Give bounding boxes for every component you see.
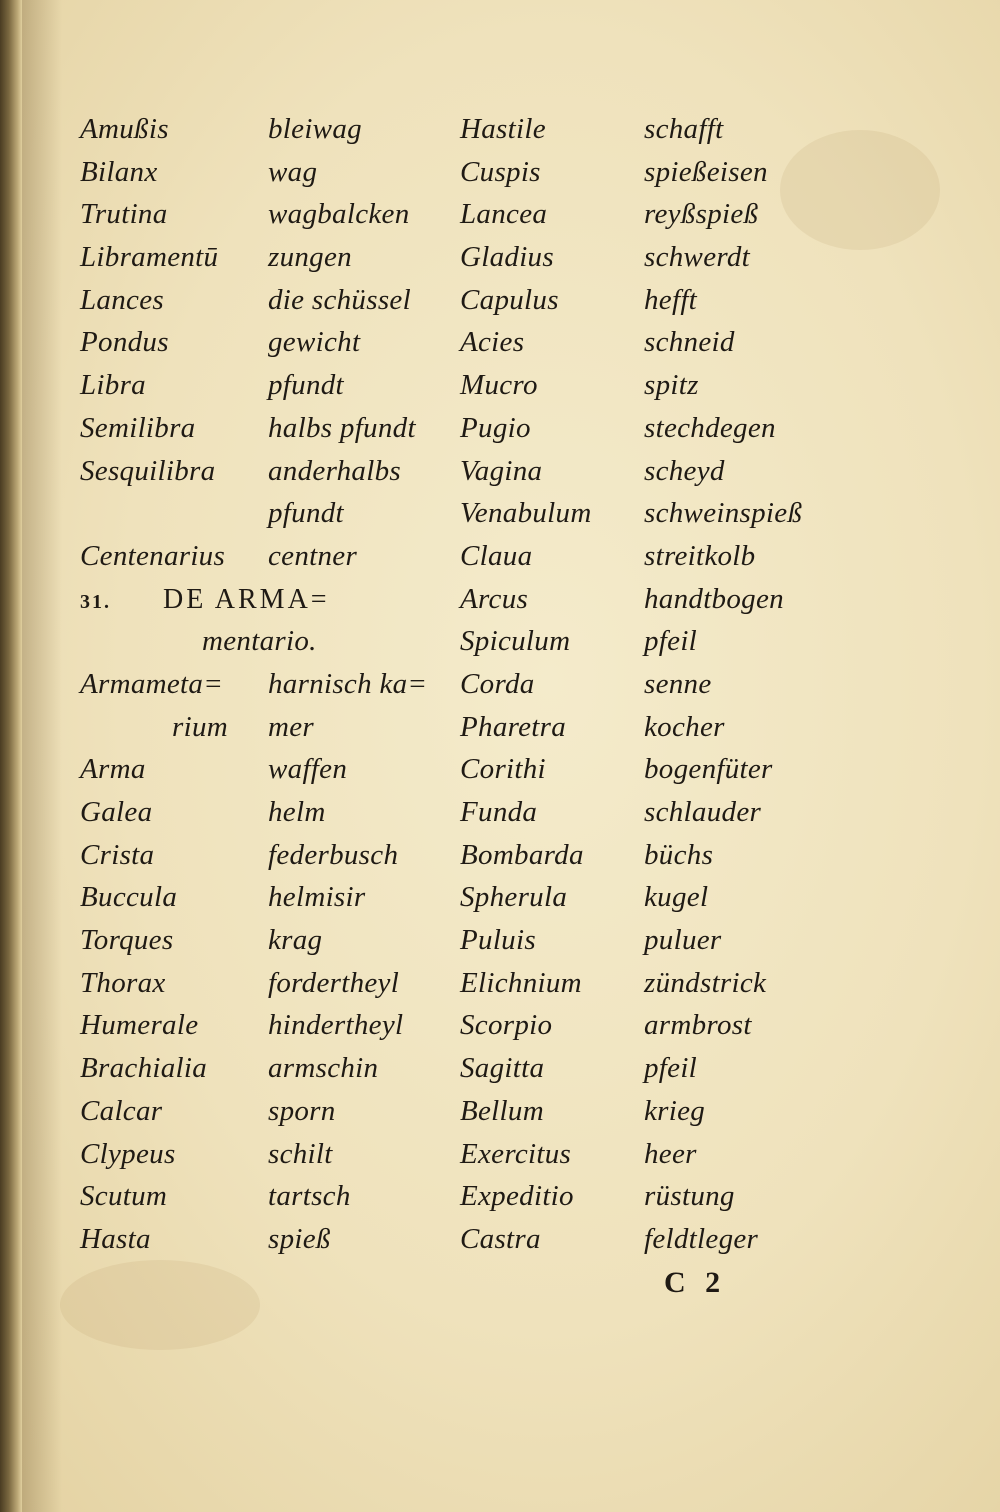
german-column-right bbox=[644, 108, 802, 1261]
latin-word: Gladius bbox=[460, 241, 554, 274]
german-word: schwerdt bbox=[644, 241, 751, 274]
german-word: scheyd bbox=[644, 454, 725, 487]
signature-mark: C 2 bbox=[664, 1266, 727, 1299]
german-word: pfeil bbox=[644, 625, 698, 658]
latin-word: Pugio bbox=[460, 411, 531, 444]
german-word: schilt bbox=[268, 1137, 333, 1170]
latin-word: Humerale bbox=[80, 1009, 199, 1042]
latin-word: Corda bbox=[460, 667, 535, 700]
german-word: helm bbox=[268, 796, 326, 828]
latin-word: Torques bbox=[80, 924, 174, 957]
german-word: pfundt bbox=[268, 369, 344, 402]
latin-word: Galea bbox=[80, 796, 153, 828]
german-word: spieß bbox=[268, 1222, 331, 1255]
german-word: feldtleger bbox=[644, 1222, 759, 1255]
german-word: zündstrick bbox=[644, 966, 767, 999]
latin-word: Arma bbox=[80, 753, 146, 786]
latin-word: Arcus bbox=[460, 582, 529, 615]
german-word: schafft bbox=[644, 113, 724, 145]
german-word: spitz bbox=[644, 369, 699, 402]
latin-word: Bombarda bbox=[460, 838, 584, 871]
german-word: mer bbox=[268, 710, 315, 743]
german-word: halbs pfundt bbox=[268, 411, 416, 444]
latin-word: Pondus bbox=[80, 326, 169, 359]
section-title: DE ARMA= bbox=[163, 583, 330, 615]
german-word: anderhalbs bbox=[268, 454, 401, 487]
latin-word-cont: rium bbox=[172, 710, 228, 743]
book-spine bbox=[0, 0, 22, 1512]
german-word: harnisch ka= bbox=[268, 667, 428, 700]
latin-word: Expeditio bbox=[460, 1180, 574, 1213]
latin-word: Libramentū bbox=[80, 241, 219, 274]
latin-word: Acies bbox=[460, 326, 525, 359]
latin-word: Buccula bbox=[80, 881, 178, 914]
blank-line bbox=[268, 620, 427, 663]
german-word: zungen bbox=[268, 241, 352, 274]
german-word: schweinspieß bbox=[644, 497, 803, 530]
latin-word: Amußis bbox=[80, 113, 169, 145]
latin-word: Castra bbox=[460, 1222, 541, 1255]
latin-word: Mucro bbox=[460, 369, 538, 402]
latin-word: Centenarius bbox=[80, 539, 226, 572]
german-word: rüstung bbox=[644, 1180, 735, 1213]
german-word: fordertheyl bbox=[268, 966, 400, 999]
latin-word: Corithi bbox=[460, 753, 546, 786]
german-word: pfeil bbox=[644, 1052, 698, 1085]
blank-line bbox=[268, 578, 427, 621]
german-word: bleiwag bbox=[268, 113, 362, 145]
latin-word: Armameta= bbox=[80, 667, 224, 700]
paper-stain bbox=[780, 130, 940, 250]
german-word: bogenfüter bbox=[644, 753, 773, 786]
latin-column-right bbox=[460, 108, 592, 1261]
latin-word: Vagina bbox=[460, 454, 543, 487]
latin-word: Cuspis bbox=[460, 155, 541, 188]
german-word: kugel bbox=[644, 881, 709, 914]
german-word: stechdegen bbox=[644, 411, 776, 444]
german-word: die schüssel bbox=[268, 283, 411, 316]
latin-word: Sesquilibra bbox=[80, 454, 216, 487]
section-number: 31. bbox=[80, 590, 111, 613]
german-word: pfundt bbox=[268, 497, 344, 530]
latin-word: Crista bbox=[80, 838, 155, 871]
latin-word: Semilibra bbox=[80, 411, 196, 444]
german-word: tartsch bbox=[268, 1180, 351, 1213]
german-word: waffen bbox=[268, 753, 348, 786]
german-word: armschin bbox=[268, 1052, 379, 1085]
german-word: sporn bbox=[268, 1094, 336, 1127]
latin-word: Spherula bbox=[460, 881, 568, 914]
latin-word: Capulus bbox=[460, 283, 559, 316]
latin-word: Exercitus bbox=[460, 1137, 572, 1170]
german-word: krag bbox=[268, 924, 323, 957]
german-word: wag bbox=[268, 155, 318, 188]
latin-word: Bilanx bbox=[80, 155, 158, 188]
german-word: wagbalcken bbox=[268, 198, 410, 231]
german-word: heer bbox=[644, 1137, 697, 1170]
german-word: streitkolb bbox=[644, 539, 756, 572]
german-word: senne bbox=[644, 667, 712, 700]
latin-word: Sagitta bbox=[460, 1052, 545, 1085]
german-word: centner bbox=[268, 539, 358, 572]
german-word: büchs bbox=[644, 838, 714, 871]
german-word: armbrost bbox=[644, 1009, 752, 1042]
german-word: helmisir bbox=[268, 881, 366, 914]
latin-word: Trutina bbox=[80, 198, 168, 231]
latin-word: Lancea bbox=[460, 198, 548, 231]
latin-word: Elichnium bbox=[460, 966, 582, 999]
latin-word: Funda bbox=[460, 796, 538, 828]
german-word: handtbogen bbox=[644, 582, 784, 615]
german-word: schneid bbox=[644, 326, 735, 359]
section-title-cont: mentario. bbox=[202, 625, 317, 658]
spine-shadow bbox=[22, 0, 62, 1512]
german-word: krieg bbox=[644, 1094, 706, 1127]
latin-word: Clypeus bbox=[80, 1137, 176, 1170]
german-word: gewicht bbox=[268, 326, 361, 359]
german-column-left bbox=[268, 108, 427, 1261]
german-word: hindertheyl bbox=[268, 1009, 404, 1042]
latin-word: Brachialia bbox=[80, 1052, 208, 1085]
german-word: federbusch bbox=[268, 838, 399, 871]
latin-word: Thorax bbox=[80, 966, 166, 999]
latin-word: Hasta bbox=[80, 1222, 151, 1255]
latin-word: Claua bbox=[460, 539, 533, 572]
german-word: puluer bbox=[644, 924, 722, 957]
latin-word: Bellum bbox=[460, 1094, 544, 1127]
latin-word: Libra bbox=[80, 369, 146, 402]
latin-word: Scutum bbox=[80, 1180, 168, 1213]
latin-word: Hastile bbox=[460, 113, 546, 145]
german-word: hefft bbox=[644, 283, 698, 316]
german-word: reyßspieß bbox=[644, 198, 759, 231]
latin-word: Venabulum bbox=[460, 497, 592, 530]
paper-stain bbox=[60, 1260, 260, 1350]
german-word: spießeisen bbox=[644, 155, 768, 188]
latin-word: Spiculum bbox=[460, 625, 571, 658]
latin-word: Pharetra bbox=[460, 710, 567, 743]
german-word: kocher bbox=[644, 710, 725, 743]
latin-word: Calcar bbox=[80, 1094, 163, 1127]
latin-word: Puluis bbox=[460, 924, 536, 957]
latin-word: Lances bbox=[80, 283, 164, 316]
latin-word: Scorpio bbox=[460, 1009, 553, 1042]
german-word: schlauder bbox=[644, 796, 762, 828]
